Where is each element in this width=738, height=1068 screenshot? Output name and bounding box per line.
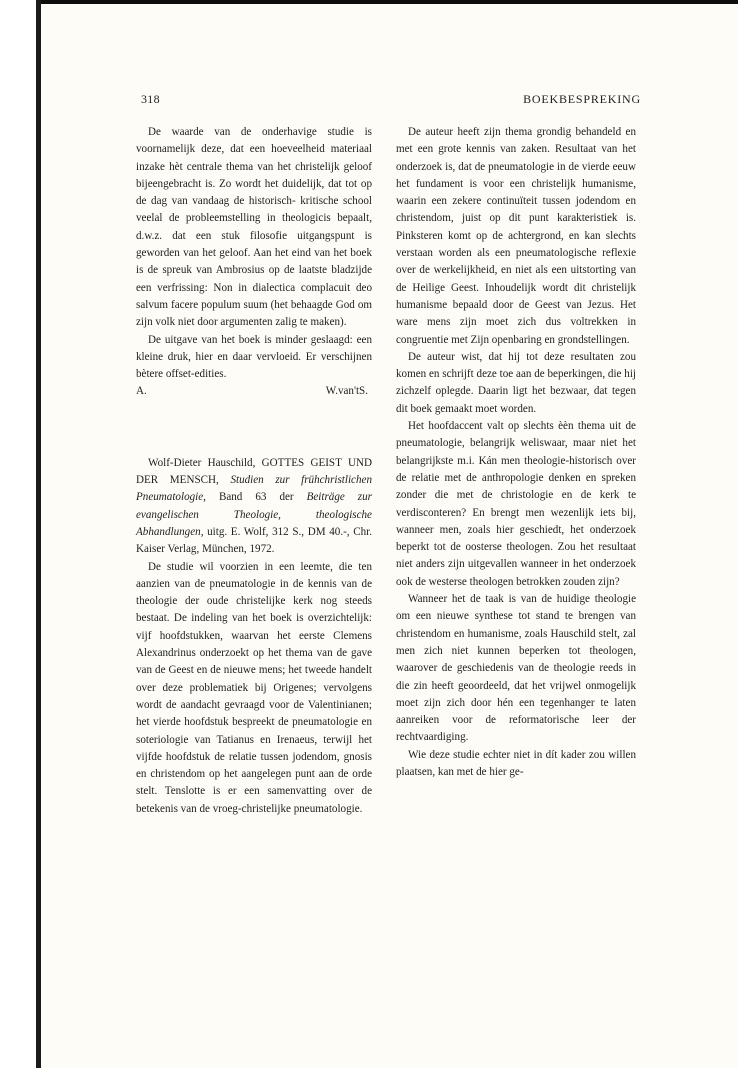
right-paragraph-2: De auteur wist, dat hij tot deze resultaten zou komen en schrijft deze toe aan de beperkingen, die hij zichzelf oplegde. Daarin ligt het bezwaar, dat tegen dit boek gemaakt moet worden. [396, 350, 636, 415]
citation-series-1: Studien zur frühchristlichen Pneumatologie, [136, 474, 372, 504]
book-citation [136, 455, 372, 559]
right-paragraph-4: Wanneer het de taak is van de huidige theologie om een nieuwe synthese tot stand te brengen van christendom en humanisme, zoals Hauschild stelt, zal men zich niet kunnen beperken tot theologen, waarover de geschiedenis van de theologie reeds in die zin heeft geoordeeld, dat het vrijwel onmogelijk moet zijn zich door hén een tegenhanger te laten aanreiken voor de reformatorische leer der rechtvaardiging. [396, 593, 636, 744]
right-paragraph-3: Het hoofdaccent valt op slechts èèn thema uit de pneumatologie, belangrijk weliswaar, maar niet het belangrijkste m.i. Kán men theologie-historisch over de relatie met de anthropologie denken en spreken zonder die met de christologie en de kerk te verdisconteren? En brengt men wezenlijk iets bij, wanneer men, zoals hier geschiedt, het onderzoek beperkt tot de oosterse theologen. Zou het resultaat niet anders zijn uitgevallen wanneer in het onderzoek ook de westerse theologen betrokken zouden zijn? [396, 420, 636, 588]
left-paragraph-2: De uitgave van het boek is minder geslaagd: een kleine druk, hier en daar vervloeid. Er verschijnen bètere offset-edities. [136, 333, 372, 381]
page-number: 318 [141, 92, 160, 106]
left-paragraph-1: De waarde van de onderhavige studie is voornamelijk deze, dat een hoeveelheid materiaal inzake hèt centrale thema van het christelijk geloof bijeengebracht is. Zo wordt het duidelijk, dat tot op de dag van vandaag de historisch- kritische school veelal de probleemstelling in theologicis bepaalt, d.w.z. dat een stuk filosofie uitgangspunt is geworden van het geloof. Aan het eind van het boek is de spreuk van Ambrosius op de laatste bladzijde een verfrissing: Non in dialectica complacuit deo salvum facere populum suum (het behaagde God om zijn volk niet door argumenten zalig te maken). [136, 126, 372, 329]
right-paragraph-5: Wie deze studie echter niet in dít kader zou willen plaatsen, kan met de hier ge- [396, 748, 636, 778]
citation-band: Band 63 der [218, 491, 294, 504]
page-header [141, 92, 641, 112]
review-signature [136, 383, 372, 400]
citation-series-2: Beiträge zur evangelischen Theologie, theologische Abhandlungen, [136, 491, 372, 538]
citation-details: uitg. E. Wolf, 312 S., DM 40.-, Chr. Kaiser Verlag, München, 1972. [136, 525, 372, 556]
signature-initial: A. [136, 385, 147, 398]
signature-name: W.van'tS. [325, 385, 368, 398]
right-paragraph-1: De auteur heeft zijn thema grondig behandeld en met een grote kennis van zaken. Resultaat van het onderzoek is, dat de pneumatologie in de vierde eeuw het fundament is voor een christelijk humanisme, waarin een zekere continuïteit tussen jodendom en christendom, juist op dit punt karakteristiek is. Pinksteren komt op de achtergrond, en kan slechts verstaan worden als een pneumatologische reflexie over de werkelijkheid, en niet als een uitstorting van de Heilige Geest. Inhoudelijk wordt dit christelijk humanisme bepaald door de Geest van Jezus. Het ware mens zijn moet zich dus voltrekken in congruentie met Zijn openbaring en grondstellingen. [396, 126, 636, 346]
left-paragraph-3: De studie wil voorzien in een leemte, die ten aanzien van de pneumatologie in de kennis van de theologie der oude christelijke kerk nog steeds bestaat. De indeling van het boek is overzichtelijk: vijf hoofdstukken, waarvan het eerste Clemens Alexandrinus onderzoekt op het thema van de gave van de Geest en de nieuwe mens; het tweede handelt over deze problematiek bij Origenes; vervolgens wordt de aandacht gevraagd voor de Valentinianen; het vierde hoofdstuk bespreekt de pneumatologie en soteriologie van Tatianus en Irenaeus, terwijl het vijfde hoofdstuk de relatie tussen jodendom, gnosis en christendom op het aangelegen punt aan de orde stelt. Tenslotte is er een samenvatting over de betekenis van de vroeg-christelijke pneumatologie. [136, 560, 372, 815]
left-column [136, 124, 372, 818]
right-column [396, 124, 636, 781]
running-head: BOEKBESPREKING [523, 92, 641, 106]
citation-author-title: Wolf-Dieter Hauschild, GOTTES GEIST UND DER MENSCH, [136, 456, 372, 487]
